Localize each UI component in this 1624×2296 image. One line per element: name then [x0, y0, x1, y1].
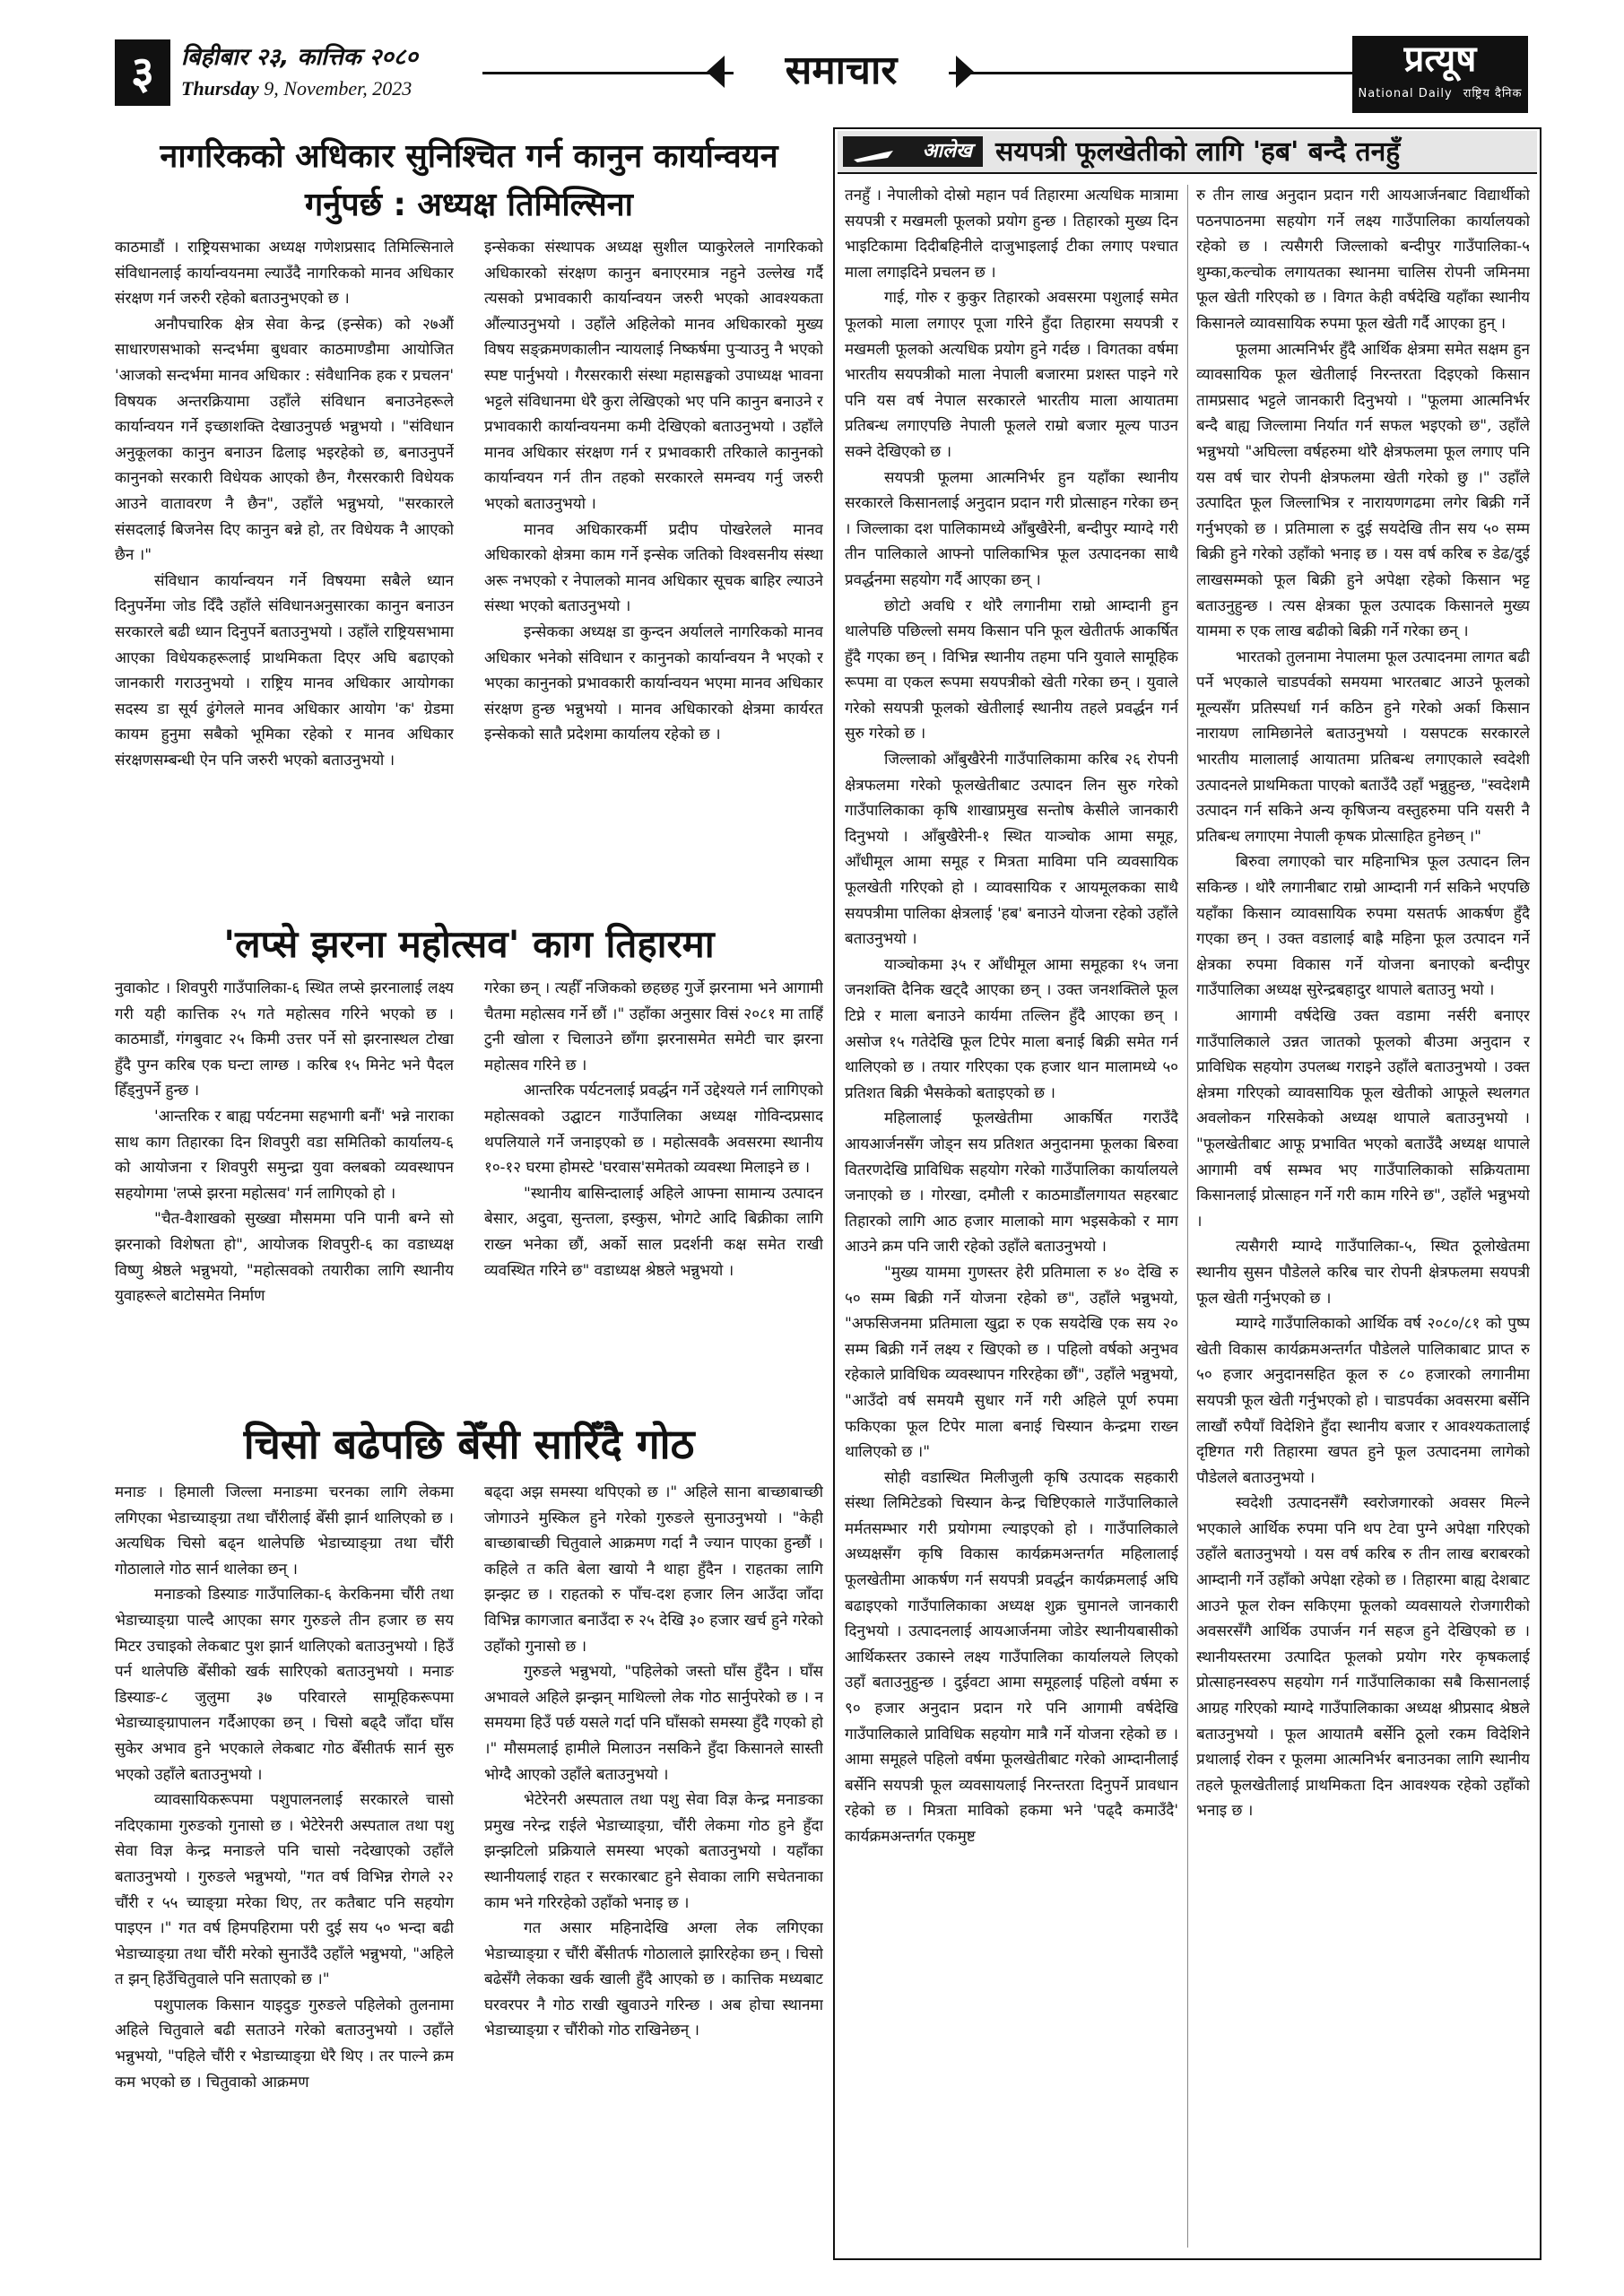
feature-para: स्वदेशी उत्पादनसँगै स्वरोजगारको अवसर मिल्ने भएकाले आर्थिक रुपमा पनि थप टेवा पुग्ने अपेक्षा गरिएको उहाँले बताउनुभयो । यस वर्ष करिब रु तीन लाख बराबरको आम्दानी गर्ने उहाँको अपेक्षा रहेको छ । तिहारमा बाह्य देशबाट आउने फूल रोक्न सकिएमा फूलको व्यवसायले रोजगारीको अवसरसँगै आर्थिक उपार्जन गर्न सहज हुने देखिएको छ । स्थानीयस्तरमा उत्पादित फूलको प्रयोग गरेर कृषकलाई प्रोत्साहनस्वरुप सहयोग गर्न गाउँपालिकाका सबै किसानलाई आग्रह गरिएको म्याग्दे गाउँपालिकाका अध्यक्ष श्रीप्रसाद श्रेष्ठले बताउनुभयो । फूल आयातमै बर्सेनि ठूलो रकम विदेशिने प्रथालाई रोक्न र फूलमा आत्मनिर्भर बनाउनका लागि स्थानीय तहले फूलखेतीलाई प्राथमिकता दिन आवश्यक रहेको उहाँको भनाइ छ ।	[1196, 1494, 1530, 1821]
date-english	[181, 77, 412, 100]
logo-text: प्रत्यूष	[1403, 39, 1477, 80]
article3-para: मनाङ । हिमाली जिल्ला मनाङमा चरनका लागि लेकमा लगिएका भेडाच्याङ्ग्रा तथा चौंरीलाई बेँसी झार्न थालिएको छ । अत्यधिक चिसो बढ्न थालेपछि भेडाच्याङ्ग्रा तथा चौंरी गोठालाले गोठ सार्न थालेका छन् ।	[115, 1483, 454, 1578]
article2-para: नुवाकोट । शिवपुरी गाउँपालिका-६ स्थित लप्से झरनालाई लक्ष्य गरी यही कात्तिक २५ गते महोत्सव गरिने भएको छ । काठमाडौं, गंगबुवाट २५ किमी उत्तर पर्ने सो झरनास्थल टोखा हुँदै पुग्न करिब एक घन्टा लाग्छ । करिब १५ मिनेट भने पैदल हिँड्नुपर्ने हुन्छ ।	[115, 979, 454, 1100]
feature-headline: सयपत्री फूलखेतीको लागि 'हब' बन्दै तनहुँ	[995, 136, 1401, 168]
article3-para: बढ्दा अझ समस्या थपिएको छ ।" अहिले साना बाच्छाबाच्छी जोगाउने मुस्किल हुने गरेको गुरुङले सुनाउनुभयो । "केही बाच्छाबाच्छी चितुवाले आक्रमण गर्दा नै ज्यान पाएका हुन्छौं । कहिले त कति बेला खायो नै थाहा हुँदैन । राहतका लागि झन्झट छ । राहतको रु पाँच-दश हजार लिन आउँदा जाँदा विभिन्न कागजात बनाउँदा रु २५ देखि ३० हजार खर्च हुने गरेको उहाँको गुनासो छ ।	[484, 1483, 823, 1656]
article2-headline: 'लप्से झरना महोत्सव' काग तिहारमा	[223, 922, 715, 966]
article2-column-1	[115, 976, 454, 1406]
arrow-left-icon	[707, 56, 725, 88]
feature-para: गाई, गोरु र कुकुर तिहारको अवसरमा पशुलाई समेत फूलको माला लगाएर पूजा गरिने हुँदा तिहारमा सयपत्री र मखमली फूलको अत्यधिक प्रयोग हुने गर्दछ । विगतका वर्षमा भारतीय सयपत्रीको माला नेपाली बजारमा प्रशस्त पाइने गरे पनि यस वर्ष नेपाल सरकारले भारतीय माला आयातमा प्रतिबन्ध लगाएपछि नेपाली फूलले राम्रो बजार मूल्य पाउन सक्ने देखिएको छ ।	[845, 289, 1178, 461]
article1-headline-line1: नागरिकको अधिकार सुनिश्चित गर्न कानुन कार्यान्वयन	[160, 138, 778, 175]
feature-para: जिल्लाको आँबुखैरेनी गाउँपालिकामा करिब २६ रोपनी क्षेत्रफलमा गरेको फूलखेतीबाट उत्पादन लिन सुरु गरेको गाउँपालिकाका कृषि शाखाप्रमुख सन्तोष केसीले जानकारी दिनुभयो । आँबुखैरेनी-१ स्थित याञ्चोक आमा समूह, आँधीमूल आमा समूह र मित्रता माविमा पनि व्यवसायिक फूलखेती गरिएको हो । व्यावसायिक र आयमूलकका साथै सयपत्रीमा पालिका क्षेत्रलाई 'हब' बनाउने योजना रहेको उहाँले बताउनुभयो ।	[845, 751, 1178, 949]
arrow-right-icon	[956, 56, 974, 88]
article2-para: "चैत-वैशाखको सुख्खा मौसममा पनि पानी बग्ने सो झरनाको विशेषता हो", आयोजक शिवपुरी-६ का वडाध्यक्ष विष्णु श्रेष्ठले भन्नुभयो, "महोत्सवको तयारीका लागि स्थानीय युवाहरूले बाटोसमेत निर्माण	[115, 1210, 454, 1306]
section-title: समाचार	[734, 41, 949, 102]
article2-para: गरेका छन् । त्यहीँ नजिकको छहछह गुर्जे झरनामा भने आगामी चैतमा महोत्सव गर्ने छौं ।" उहाँका अनुसार विसं २०८१ मा ताहिँ टुनी खोला र चिलाउने छाँगा झरनासमेत समेटी चार झरना महोत्सव गरिने छ ।	[484, 979, 823, 1074]
newspaper-logo	[1352, 36, 1528, 113]
feature-column-1	[845, 183, 1178, 2251]
article2-para: 'आन्तरिक र बाह्य पर्यटनमा सहभागी बनौं' भन्ने नाराका साथ काग तिहारका दिन शिवपुरी वडा समितिको कार्यालय-६ को आयोजना र शिवपुरी समुन्द्रा युवा क्लबको व्यवस्थापन सहयोगमा 'लप्से झरना महोत्सव' गर्न लागिएको हो ।	[115, 1107, 454, 1203]
feature-tag-label: आलेख	[922, 140, 972, 162]
article3-para: पशुपालक किसान याइदुङ गुरुङले पहिलेको तुलनामा अहिले चितुवाले बढी सताउने गरेको बताउनुभयो । उहाँले भन्नुभयो, "पहिले चौंरी र भेडाच्याङ्ग्रा धेरै थिए । तर पाल्ने क्रम कम भएको छ । चितुवाको आक्रमण	[115, 1996, 454, 2092]
article1-para: काठमाडौं । राष्ट्रियसभाका अध्यक्ष गणेशप्रसाद तिमिल्सिनाले संविधानलाई कार्यान्वयनमा ल्याउँदै नागरिकको मानव अधिकार संरक्षण गर्न जरुरी रहेको बताउनुभएको छ ।	[115, 239, 454, 309]
feature-para: फूलमा आत्मनिर्भर हुँदै आर्थिक क्षेत्रमा समेत सक्षम हुन व्यावसायिक फूल खेतीलाई निरन्तरता दिइएको किसान तामप्रसाद भट्टले जानकारी दिनुभयो । "फूलमा आत्मनिर्भर बन्दै बाह्य जिल्लामा निर्यात गर्न सफल भइएको छ", उहाँले भन्नुभयो "अघिल्ला वर्षहरुमा थोरै क्षेत्रफलमा फूल लगाए पनि यस वर्ष चार रोपनी क्षेत्रफलमा खेती गरेको छु ।" उहाँले उत्पादित फूल जिल्लाभित्र र नारायणगढमा लगेर बिक्री गर्ने गर्नुभएको छ । प्रतिमाला रु दुई सयदेखि तीन सय ५० सम्म बिक्री हुने गरेको उहाँको भनाइ छ । यस वर्ष करिब रु डेढ/दुई लाखसम्मको फूल बिक्री हुने अपेक्षा रहेको किसान भट्ट बताउनुहुन्छ । त्यस क्षेत्रका फूल उत्पादक किसानले मुख्य याममा रु एक लाख बढीको बिक्री गर्ने गरेका छन् ।	[1196, 340, 1530, 641]
article1-para: इन्सेकका अध्यक्ष डा कुन्दन अर्यालले नागरिकको मानव अधिकार भनेको संविधान र कानुनको कार्यान्वयन नै भएको र भएका कानुनको प्रभावकारी कार्यान्वयन भएमा मानव अधिकार संरक्षण हुन्छ भन्नुभयो । मानव अधिकारको क्षेत्रमा कार्यरत इन्सेकको सातै प्रदेशमा कार्यालय रहेको छ ।	[484, 622, 823, 744]
feature-tag	[843, 136, 983, 167]
article3-para: मनाङको डिस्याङ गाउँपालिका-६ केरकिनमा चौंरी तथा भेडाच्याङ्ग्रा पाल्दै आएका सगर गुरुङले तीन हजार छ सय मिटर उचाइको लेकबाट पुश झार्न थालिएको बताउनुभयो । हिउँ पर्न थालेपछि बेँसीको खर्क सारिएको बताउनुभयो । मनाङ डिस्याङ-८ जुलुमा ३७ परिवारले सामूहिकरूपमा भेडाच्याङ्ग्रापालन गर्दैआएका छन् । चिसो बढ्दै जाँदा घाँस सुकेर अभाव हुने भएकाले लेकबाट गोठ बेँसीतर्फ सार्न सुरु भएको उहाँले बताउनुभयो ।	[115, 1586, 454, 1784]
date-english-day: Thursday	[181, 77, 259, 100]
article2-para: "स्थानीय बासिन्दालाई अहिले आफ्ना सामान्य उत्पादन बेसार, अदुवा, सुन्तला, इस्कुस, भोगटे आदि बिक्रीका लागि राख्न भनेका छौं, अर्को साल प्रदर्शनी कक्ष समेत राखी व्यवस्थित गरिने छ" वडाध्यक्ष श्रेष्ठले भन्नुभयो ।	[484, 1184, 823, 1280]
article3-para: गुरुङले भन्नुभयो, "पहिलेको जस्तो घाँस हुँदैन । घाँस अभावले अहिले झन्झन् माथिल्लो लेक गोठ सार्नुपरेको छ । न समयमा हिउँ पर्छ यसले गर्दा पनि घाँसको समस्या हुँदै गएको हो ।" मौसमलाई हामीले मिलाउन नसकिने हुँदा किसानले सास्ती भोग्दै आएको उहाँले बताउनुभयो ।	[484, 1663, 823, 1784]
feature-para: याञ्चोकमा ३५ र आँधीमूल आमा समूहका १५ जना जनशक्ति दैनिक खट्दै आएका छन् । उक्त जनशक्तिले फूल टिप्ने र माला बनाउने कार्यमा तल्लिन हुँदै आएका छन् । असोज १५ गतेदेखि फूल टिपेर माला बनाई बिक्री समेत गर्न थालिएको छ । तयार गरिएका एक हजार थान मालामध्ये ५० प्रतिशत बिक्री भैसकेको बताइएको छ ।	[845, 955, 1178, 1102]
feature-para: आगामी वर्षदेखि उक्त वडामा नर्सरी बनाएर गाउँपालिकाले उन्नत जातको फूलको बीउमा अनुदान र प्राविधिक सहयोग उपलब्ध गराइने उहाँले बताउनुभयो । उक्त क्षेत्रमा गरिएको व्यावसायिक फूल खेतीको आफूले स्थलगत अवलोकन गरिसकेको अध्यक्ष थापाले बताउनुभयो । "फूलखेतीबाट आफू प्रभावित भएको बताउँदै अध्यक्ष थापाले आगामी वर्ष सम्भव भए गाउँपालिकाको सक्रियतामा किसानलाई प्रोत्साहन गर्ने गरी काम गरिने छ", उहाँले भन्नुभयो ।	[1196, 1007, 1530, 1231]
header-rule-right	[1092, 72, 1367, 74]
logo-subtitle	[1352, 84, 1528, 100]
article3-para: गत असार महिनादेखि अग्ला लेक लगिएका भेडाच्याङ्ग्रा र चौंरी बेँसीतर्फ गोठालाले झारिरहेका छन् । चिसो बढेसँगै लेकका खर्क खाली हुँदै आएको छ । कात्तिक मध्यबाट घरवरपर नै गोठ राखी खुवाउने गरिन्छ । अब होचा स्थानमा भेडाच्याङ्ग्रा र चौंरीको गोठ राखिनेछन् ।	[484, 1919, 823, 2040]
feature-column-2	[1196, 183, 1530, 2251]
article1-headline-line2: गर्नुपर्छ : अध्यक्ष तिमिल्सिना	[305, 187, 633, 223]
logo-sub-left: National Daily	[1358, 87, 1453, 100]
article1-para: इन्सेकका संस्थापक अध्यक्ष सुशील प्याकुरेलले नागरिकको अधिकारको संरक्षण कानुन बनाएरमात्र नहुने उल्लेख गर्दै त्यसको प्रभावकारी कार्यान्वयन जरुरी भएको आवश्यकता औंल्याउनुभयो । उहाँले अहिलेको मानव अधिकारको मुख्य विषय सङ्क्रमणकालीन न्यायलाई निष्कर्षमा पुऱ्याउनु नै भएको स्पष्ट पार्नुभयो । गैरसरकारी संस्था महासङ्घको उपाध्यक्ष भावना भट्टले संविधानमा धेरै कुरा लेखिएको भए पनि कानुन बनाउने र प्रभावकारी कार्यान्वयनमा कमी देखिएको बताउनुभयो । उहाँले मानव अधिकार संरक्षण गर्न र प्रभावकारी तरिकाले कानुनको कार्यान्वयन गर्न तीन तहको सरकारले समन्वय गर्नु जरुरी भएको बताउनुभयो ।	[484, 239, 823, 513]
feature-para: "मुख्य याममा गुणस्तर हेरी प्रतिमाला रु ४० देखि रु ५० सम्म बिक्री गर्ने योजना रहेको छ", उहाँले भन्नुभयो, "अफसिजनमा प्रतिमाला खुद्रा रु एक सयदेखि एक सय २० सम्म बिक्री गर्ने लक्ष्य र खिएको छ । पहिलो वर्षको अनुभव रहेकाले प्राविधिक व्यवस्थापन गरिरहेका छौं", उहाँले भन्नुभयो, "आउँदो वर्ष समयमै सुधार गर्ने गरी अहिले पूर्ण रुपमा फकिएका फूल टिपेर माला बनाई चिस्यान केन्द्रमा राख्न थालिएको छ ।"	[845, 1263, 1178, 1462]
feature-para: बिरुवा लगाएको चार महिनाभित्र फूल उत्पादन लिन सकिन्छ । थोरै लगानीबाट राम्रो आम्दानी गर्न सकिने भएपछि यहाँका किसान व्यावसायिक रुपमा यसतर्फ आकर्षण हुँदै गएका छन् । उक्त वडालाई बाह्रै महिना फूल उत्पादन गर्ने क्षेत्रका रुपमा विकास गर्ने योजना बनाएको बन्दीपुर गाउँपालिका अध्यक्ष सुरेन्द्रबहादुर थापाले बताउनु भयो ।	[1196, 853, 1530, 1000]
article1-para: अनौपचारिक क्षेत्र सेवा केन्द्र (इन्सेक) को २७औं साधारणसभाको सन्दर्भमा बुधवार काठमाण्डौमा आयोजित 'आजको सन्दर्भमा मानव अधिकार : संवैधानिक हक र प्रचलन' विषयक अन्तरक्रियामा उहाँले संविधान बनाउनेहरूले कार्यान्वयन गर्ने इच्छाशक्ति देखाउनुपर्छ भन्नुभयो । "संविधान अनुकूलका कानुन बनाउन ढिलाइ भइरहेको छ, बनाउनुपर्ने कानुनको सरकारी विधेयक आएको छैन, गैरसरकारी विधेयक आउने वातावरण नै छैन", उहाँले भन्नुभयो, "सरकारले संसदलाई बिजनेस दिए कानुन बन्ने हो, तर विधेयक नै आएको छैन ।"	[115, 315, 454, 565]
feature-para: सयपत्री फूलमा आत्मनिर्भर हुन यहाँका स्थानीय सरकारले किसानलाई अनुदान प्रदान गरी प्रोत्साहन गरेका छन् । जिल्लाका दश पालिकामध्ये आँबुखैरेनी, बन्दीपुर म्याग्दे गरी तीन पालिकाले आफ्नो पालिकाभित्र फूल उत्पादनका साथै प्रवर्द्धनमा सहयोग गर्दै आएका छन् ।	[845, 468, 1178, 589]
article3-para: भेटेरेनरी अस्पताल तथा पशु सेवा विज्ञ केन्द्र मनाङका प्रमुख नरेन्द्र राईले भेडाच्याङ्ग्रा, चौंरी लेकमा गोठ हुने हुँदा झन्झटिलो प्रक्रियाले समस्या भएको बताउनुभयो । यहाँका स्थानीयलाई राहत र सरकारबाट हुने सेवाका लागि सचेतनाका काम भने गरिरहेको उहाँको भनाइ छ ।	[484, 1791, 823, 1912]
article1-para: संविधान कार्यान्वयन गर्ने विषयमा सबैले ध्यान दिनुपर्नेमा जोड दिँदै उहाँले संविधानअनुसारका कानुन बनाउन सरकारले बढी ध्यान दिनुपर्ने बताउनुभयो । उहाँले राष्ट्रियसभामा आएका विधेयकहरूलाई प्राथमिकता दिएर अघि बढाएको जानकारी गराउनुभयो । राष्ट्रिय मानव अधिकार आयोगका सदस्य डा सूर्य ढुंगेलले मानव अधिकार आयोग 'क' ग्रेडमा कायम हुनुमा सबैको भूमिका रहेको र मानव अधिकार संरक्षणसम्बन्धी ऐन पनि जरुरी भएको बताउनुभयो ।	[115, 571, 454, 770]
article3-column-1	[115, 1480, 454, 2253]
article2-para: आन्तरिक पर्यटनलाई प्रवर्द्धन गर्ने उद्देश्यले गर्न लागिएको महोत्सवको उद्घाटन गाउँपालिका अध्यक्ष गोविन्दप्रसाद थपलियाले गर्ने जनाइएको छ । महोत्सवकै अवसरमा स्थानीय १०-१२ घरमा होमस्टे 'घरवास'समेतको व्यवस्था मिलाइने छ ।	[484, 1082, 823, 1178]
page-number: ३	[115, 39, 170, 106]
feature-para: त्यसैगरी म्याग्दे गाउँपालिका-५, स्थित ठूलोखेतमा स्थानीय सुसन पौडेलले करिब चार रोपनी क्षेत्रफलमा सयपत्री फूल खेती गर्नुभएको छ ।	[1196, 1238, 1530, 1308]
feature-para: महिलालाई फूलखेतीमा आकर्षित गराउँदै आयआर्जनसँग जोड्न सय प्रतिशत अनुदानमा फूलका बिरुवा वितरणदेखि प्राविधिक सहयोग गरेको गाउँपालिका कार्यालयले जनाएको छ । गोरखा, दमौली र काठमाडौंलगायत सहरबाट तिहारको लागि आठ हजार मालाको माग भइसकेको र माग आउने क्रम पनि जारी रहेको उहाँले बताउनुभयो ।	[845, 1109, 1178, 1257]
article1-para: मानव अधिकारकर्मी प्रदीप पोखरेलले मानव अधिकारको क्षेत्रमा काम गर्ने इन्सेक जतिको विश्वसनीय संस्था अरू नभएको र नेपालको मानव अधिकार सूचक बाहिर ल्याउने संस्था भएको बताउनुभयो ।	[484, 520, 823, 616]
pen-icon	[852, 149, 895, 163]
feature-para: भारतको तुलनामा नेपालमा फूल उत्पादनमा लागत बढी पर्ने भएकाले चाडपर्वको समयमा भारतबाट आउने फूलको मूल्यसँग प्रतिस्पर्धा गर्न कठिन हुने गरेको अर्का किसान नारायण लामिछानेले बताउनुभयो । यसपटक सरकारले भारतीय मालालाई आयातमा प्रतिबन्ध लगाएकाले स्वदेशी उत्पादनले प्राथमिकता पाएको बताउँदै उहाँ भन्नुहुन्छ, "स्वदेशमै उत्पादन गर्न सकिने अन्य कृषिजन्य वस्तुहरुमा पनि यसरी नै प्रतिबन्ध लगाएमा नेपाली कृषक प्रोत्साहित हुनेछन् ।"	[1196, 648, 1530, 846]
feature-header	[838, 131, 1537, 174]
article3-headline: चिसो बढेपछि बेँसी सारिँदै गोठ	[243, 1420, 695, 1468]
logo-sub-right: राष्ट्रिय दैनिक	[1463, 87, 1523, 100]
article3-column-2	[484, 1480, 823, 2253]
page-header	[115, 36, 1528, 113]
article1-column-1	[115, 235, 454, 920]
article1-column-2	[484, 235, 823, 920]
article2-column-2	[484, 976, 823, 1406]
feature-column-divider	[1187, 185, 1188, 2248]
feature-para: तनहुँ । नेपालीको दोस्रो महान पर्व तिहारमा अत्यधिक मात्रामा सयपत्री र मखमली फूलको प्रयोग हुन्छ । तिहारको मुख्य दिन भाइटिकामा दिदीबहिनीले दाजुभाइलाई टीका लगाए पश्चात माला लगाइदिने प्रचलन छ ।	[845, 187, 1178, 282]
feature-para: सोही वडास्थित मिलीजुली कृषि उत्पादक सहकारी संस्था लिमिटेडको चिस्यान केन्द्र चिष्टिएकाले गाउँपालिकाले मर्मतसम्भार गरी प्रयोगमा ल्याइएको हो । गाउँपालिकाले अध्यक्षसँग कृषि विकास कार्यक्रमअन्तर्गत महिलालाई फूलखेतीमा आकर्षण गर्न सयपत्री प्रवर्द्धन कार्यक्रमलाई अघि बढाइएको गाउँपालिकाका अध्यक्ष शुक्र चुमानले जानकारी दिनुभयो । उत्पादनलाई आयआर्जनमा जोडेर स्थानीयबासीको आर्थिकस्तर उकास्ने लक्ष्य गाउँपालिका कार्यालयले लिएको उहाँ बताउनुहुन्छ । दुईवटा आमा समूहलाई पहिलो वर्षमा रु ९० हजार अनुदान प्रदान गरे पनि आगामी वर्षदेखि गाउँपालिकाले प्राविधिक सहयोग मात्रै गर्ने योजना रहेको छ । आमा समूहले पहिलो वर्षमा फूलखेतीबाट गरेको आम्दानीलाई बर्सेनि सयपत्री फूल व्यवसायलाई निरन्तरता दिनुपर्ने प्रावधान रहेको छ । मित्रता माविको हकमा भने 'पढ्दै कमाउँदै' कार्यक्रमअन्तर्गत एकमुष्ट	[845, 1468, 1178, 1846]
article3-para: व्यावसायिकरूपमा पशुपालनलाई सरकारले चासो नदिएकामा गुरुङको गुनासो छ । भेटेरेनरी अस्पताल तथा पशु सेवा विज्ञ केन्द्र मनाङले पनि चासो नदेखाएको उहाँले बताउनुभयो । गुरुङले भन्नुभयो, "गत वर्ष विभिन्न रोगले २२ चौंरी र ५५ च्याङ्ग्रा मरेका थिए, तर कतैबाट पनि सहयोग पाइएन ।" गत वर्ष हिमपहिरामा परी दुई सय ५० भन्दा बढी भेडाच्याङ्ग्रा तथा चौंरी मरेको सुनाउँदै उहाँले भन्नुभयो, "अहिले त झन् हिउँचितुवाले पनि सताएको छ ।"	[115, 1791, 454, 1989]
date-english-rest: 9, November, 2023	[264, 77, 413, 100]
feature-para: म्याग्दे गाउँपालिकाको आर्थिक वर्ष २०८०/८१ को पुष्प खेती विकास कार्यक्रमअन्तर्गत पौडेलले पालिकाबाट प्राप्त रु ५० हजार अनुदानसहित कूल रु ८० हजारको लगानीमा सयपत्री फूल खेती गर्नुभएको हो । चाडपर्वका अवसरमा बर्सेनि लाखौं रुपैयाँ विदेशिने हुँदा स्थानीय बजार र आवश्यकतालाई दृष्टिगत गरी तिहारमा खपत हुने फूल उत्पादनमा लागेको पौडेलले बताउनुभयो ।	[1196, 1315, 1530, 1487]
feature-para: छोटो अवधि र थोरै लगानीमा राम्रो आम्दानी हुन थालेपछि पछिल्लो समय किसान पनि फूल खेतीतर्फ आकर्षित हुँदै गएका छन् । विभिन्न स्थानीय तहमा पनि युवाले सामूहिक रूपमा वा एकल रूपमा सयपत्रीको खेती गरेका छन् । युवाले गरेको सयपत्री फूलको खेतीलाई स्थानीय तहले प्रवर्द्धन गर्न सुरु गरेको छ ।	[845, 596, 1178, 744]
feature-para: रु तीन लाख अनुदान प्रदान गरी आयआर्जनबाट विद्यार्थीको पठनपाठनमा सहयोग गर्ने लक्ष्य गाउँपालिका कार्यालयको रहेको छ । त्यसैगरी जिल्लाको बन्दीपुर गाउँपालिका-५ थुम्का,कल्चोक लगायतका स्थानमा चालिस रोपनी जमिनमा फूल खेती गरिएको छ । विगत केही वर्षदेखि यहाँका स्थानीय किसानले व्यावसायिक रुपमा फूल खेती गर्दै आएका हुन् ।	[1196, 187, 1530, 333]
date-nepali: बिहीबार २३, कात्तिक २०८०	[181, 44, 418, 71]
